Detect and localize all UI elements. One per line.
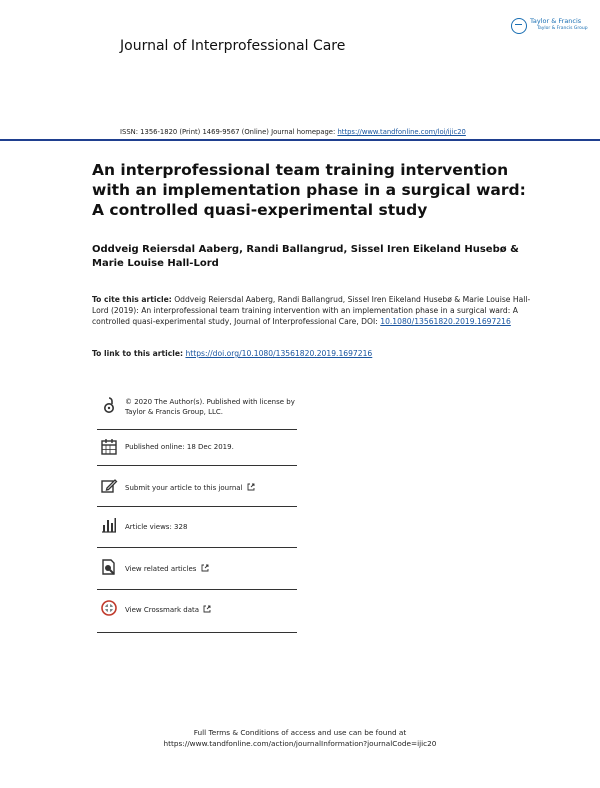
calendar-icon [100, 438, 118, 456]
article-link-label: To link to this article: [92, 349, 184, 358]
external-link-icon [201, 564, 209, 572]
article-link-block [92, 349, 372, 358]
info-divider [97, 632, 297, 633]
journal-title: Journal of Interprofessional Care [120, 38, 346, 54]
license-text: © 2020 The Author(s). Published with license by Taylor & Francis Group, LLC. [125, 398, 295, 416]
edit-icon [100, 477, 118, 495]
article-views-text: Article views: 328 [125, 523, 188, 531]
license-row [97, 394, 297, 428]
citation-block [92, 295, 532, 327]
published-text: Published online: 18 Dec 2019. [125, 443, 234, 451]
citation-doi-link[interactable]: 10.1080/13561820.2019.1697216 [380, 316, 511, 326]
submit-row[interactable] [97, 475, 297, 509]
article-title: An interprofessional team training intervention with an implementation phase in a surgical ward: A controlled quasi-experimental study [92, 161, 526, 219]
external-link-icon [203, 605, 211, 613]
journal-homepage-link[interactable]: https://www.tandfonline.com/loi/ijic20 [337, 128, 466, 136]
footer-terms-link[interactable]: https://www.tandfonline.com/action/journalInformation?journalCode=ijic20 [163, 739, 437, 748]
open-access-icon [100, 396, 118, 414]
related-articles-icon [100, 558, 118, 576]
publisher-logo-text: Taylor & Francis [530, 17, 582, 25]
related-articles-link[interactable]: View related articles [125, 565, 197, 573]
header-divider [0, 139, 600, 141]
info-divider [97, 429, 297, 430]
related-row[interactable] [97, 556, 297, 590]
citation-label: To cite this article: [92, 295, 172, 304]
issn-text: ISSN: 1356-1820 (Print) 1469-9567 (Online) Journal homepage: [120, 128, 336, 136]
info-divider [97, 589, 297, 590]
crossmark-row[interactable] [97, 597, 297, 631]
article-authors: Oddveig Reiersdal Aaberg, Randi Ballangrud, Sissel Iren Eikeland Husebø & Marie Louise Hall-Lord [92, 244, 519, 269]
publisher-logo-icon [511, 18, 527, 34]
footer-terms-text: Full Terms & Conditions of access and use can be found at [193, 728, 407, 737]
crossmark-icon [100, 599, 118, 617]
bar-chart-icon [100, 516, 118, 534]
external-link-icon [247, 483, 255, 491]
publisher-logo[interactable] [511, 16, 589, 38]
publisher-logo-subtext: Taylor & Francis Group [537, 26, 588, 31]
crossmark-link[interactable]: View Crossmark data [125, 606, 200, 614]
issn-line [120, 128, 466, 136]
article-doi-link[interactable]: https://doi.org/10.1080/13561820.2019.1697216 [185, 349, 373, 358]
info-divider [97, 465, 297, 466]
info-divider [97, 547, 297, 548]
info-divider [97, 506, 297, 507]
submit-article-link[interactable]: Submit your article to this journal [125, 484, 243, 492]
views-row [97, 514, 297, 548]
citation-text: Oddveig Reiersdal Aaberg, Randi Ballangrud, Sissel Iren Eikeland Husebø & Marie Louise Hall-Lord (2019): An interprofessional team training intervention with an implementation phase in a surgical ward: A controlled quasi-experimental study, Journal of Interprofessional Care, DOI: [92, 295, 531, 326]
